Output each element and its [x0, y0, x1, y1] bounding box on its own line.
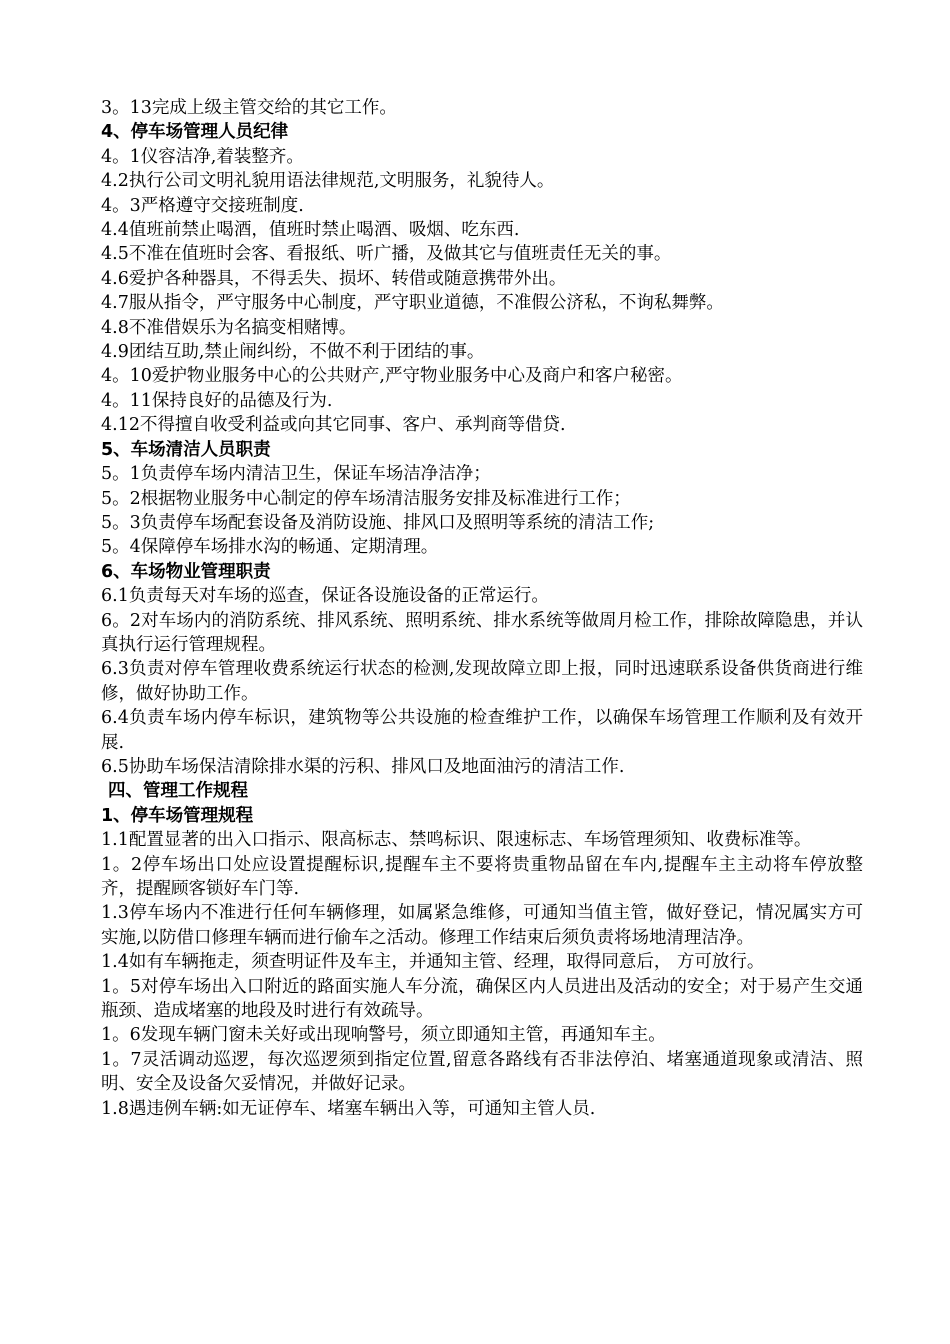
- item-5-4: 5。4保障停车场排水沟的畅通、定期清理。: [101, 537, 439, 558]
- heading-6-property: 6、车场物业管理职责: [101, 561, 271, 582]
- heading-4-discipline: 4、停车场管理人员纪律: [101, 122, 289, 143]
- item-1-5: 1。5对停车场出入口附近的路面实施人车分流，确保区内人员进出及活动的安全；对于易产生交通瓶颈、造成堵塞的地段及时进行有效疏导。: [101, 976, 863, 1022]
- item-4-11: 4。11保持良好的品德及行为.: [101, 390, 333, 411]
- item-1-6: 1。6发现车辆门窗未关好或出现响警号，须立即通知主管，再通知车主。: [101, 1025, 666, 1046]
- item-1-8: 1.8遇违例车辆:如无证停车、堵塞车辆出入等，可通知主管人员.: [101, 1098, 596, 1119]
- item-4-5: 4.5不准在值班时会客、看报纸、听广播，及做其它与值班责任无关的事。: [101, 244, 672, 265]
- item-4-10: 4。10爱护物业服务中心的公共财产,严守物业服务中心及商户和客户秘密。: [101, 366, 683, 387]
- item-4-7: 4.7服从指令，严守服务中心制度，严守职业道德，不准假公济私，不询私舞弊。: [101, 293, 724, 314]
- document-page: [101, 96, 863, 1121]
- item-5-2: 5。2根据物业服务中心制定的停车场清洁服务安排及标准进行工作；: [101, 488, 631, 509]
- item-1-1: 1.1配置显著的出入口指示、限高标志、禁鸣标识、限速标志、车场管理须知、收费标准等。: [101, 830, 812, 851]
- item-4-9: 4.9团结互助,禁止闹纠纷，不做不利于团结的事。: [101, 342, 485, 363]
- heading-section-4: 四、管理工作规程: [108, 781, 248, 802]
- item-3-13: 3。13完成上级主管交给的其它工作。: [101, 98, 397, 118]
- item-4-12: 4.12不得擅自收受利益或向其它同事、客户、承判商等借贷.: [101, 415, 566, 436]
- item-1-4: 1.4如有车辆拖走，须查明证件及车主，并通知主管、经理，取得同意后， 方可放行。: [101, 952, 765, 973]
- item-6-5: 6.5协助车场保洁清除排水渠的污积、排风口及地面油污的清洁工作.: [101, 756, 625, 777]
- item-1-3: 1.3停车场内不准进行任何车辆修理，如属紧急维修，可通知当值主管，做好登记，情况属实方可实施,以防借口修理车辆而进行偷车之活动。修理工作结束后须负责将场地清理洁净。: [101, 903, 863, 948]
- item-5-1: 5。1负责停车场内清洁卫生，保证车场洁净洁净；: [101, 464, 491, 485]
- item-4-6: 4.6爱护各种器具，不得丢失、损坏、转借或随意携带外出。: [101, 268, 567, 289]
- heading-1-parking-rules: 1、停车场管理规程: [101, 805, 254, 826]
- item-4-2: 4.2执行公司文明礼貌用语法律规范,文明服务，礼貌待人。: [101, 171, 555, 192]
- item-4-3: 4。3严格遵守交接班制度.: [101, 195, 304, 216]
- item-6-1: 6.1负责每天对车场的巡查，保证各设施设备的正常运行。: [101, 586, 549, 607]
- item-4-8: 4.8不准借娱乐为名搞变相赌博。: [101, 317, 357, 338]
- item-4-4: 4.4值班前禁止喝酒，值班时禁止喝酒、吸烟、吃东西.: [101, 220, 520, 241]
- heading-5-cleaning: 5、车场清洁人员职责: [101, 439, 271, 460]
- item-5-3: 5。3负责停车场配套设备及消防设施、排风口及照明等系统的清洁工作;: [101, 512, 655, 533]
- item-6-4: 6.4负责车场内停车标识，建筑物等公共设施的检查维护工作，以确保车场管理工作顺利及有效开展.: [101, 708, 863, 753]
- item-1-2: 1。2停车场出口处应设置提醒标识,提醒车主不要将贵重物品留在车内,提醒车主主动将车停放整齐，提醒顾客锁好车门等.: [101, 854, 863, 899]
- item-6-3: 6.3负责对停车管理收费系统运行状态的检测,发现故障立即上报，同时迅速联系设备供货商进行维修，做好协助工作。: [101, 659, 863, 704]
- item-4-1: 4。1仪容洁净,着装整齐。: [101, 146, 304, 167]
- item-1-7: 1。7灵活调动巡逻，每次巡逻须到指定位置,留意各路线有否非法停泊、堵塞通道现象或清洁、照明、安全及设备欠妥情况，并做好记录。: [101, 1049, 863, 1095]
- item-6-2: 6。2对车场内的消防系统、排风系统、照明系统、排水系统等做周月检工作，排除故障隐患，并认真执行运行管理规程。: [101, 610, 863, 655]
